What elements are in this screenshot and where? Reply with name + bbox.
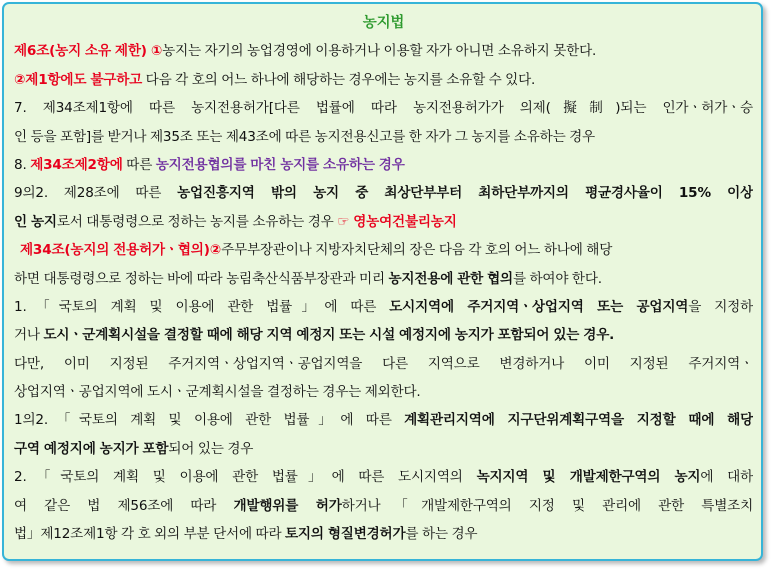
article6-para2-text: 다음 각 호의 어느 하나에 해당하는 경우에는 농지를 소유할 수 있다. <box>142 71 536 88</box>
document-title: 농지법 <box>362 15 405 31</box>
article6-heading: 제6조(농지 소유 제한) ① <box>14 43 163 60</box>
article6-para1-text: 농지는 자기의 농업경영에 이용하거나 이용할 자가 아니면 소유하지 못한다. <box>162 43 597 60</box>
item8 <box>14 151 753 179</box>
item2-line2 <box>14 492 753 520</box>
item1-line1 <box>14 293 753 321</box>
item1-pre: 1.「국토의 계획 및 이용에 관한 법률」에 따른 <box>14 298 390 315</box>
article34-text: 주무부장관이나 지방자치단체의 장은 다음 각 호의 어느 하나에 해당 <box>221 242 613 259</box>
pointing-hand-icon: ☞ <box>337 213 350 230</box>
item1-bold: 도시지역에 주거지역ㆍ상업지역 또는 공업지역 <box>389 298 689 315</box>
item7-line1 <box>14 94 753 122</box>
item1-2-post: 되어 있는 경우 <box>168 440 254 457</box>
item2-bold-2: 개발행위를 허가 <box>233 497 342 514</box>
article6-para1 <box>14 37 753 65</box>
item7-text-2: 인 등을 포함]를 받거나 제35조 또는 제43조에 따른 농지전용신고를 한 자가 그 농지를 소유하는 경우 <box>14 128 595 145</box>
item9-2-line2 <box>14 208 753 236</box>
item2-pre: 2.「국토의 계획 및 이용에 관한 법률」에 따른 도시지역의 <box>14 469 477 486</box>
item1-2-bold-2: 구역 예정지에 농지가 포함 <box>14 440 169 457</box>
item2-pre-3: 법」제12조제1항 각 호 외의 부분 단서에 따라 <box>14 526 285 543</box>
item2-post-2: 하거나「개발제한구역의 지정 및 관리에 관한 특별조치 <box>341 497 753 514</box>
item9-2-line1 <box>14 179 753 207</box>
item9-2-bold: 농업진흥지역 밖의 농지 중 최상단부부터 최하단부까지의 평균경사율이 15% 이상 <box>177 185 753 202</box>
law-excerpt-panel <box>2 2 763 561</box>
item7-text-1: 7. 제34조제1항에 따른 농지전용허가[다른 법률에 따라 농지전용허가가 의제(擬制)되는 인가ㆍ허가ㆍ승 <box>14 100 753 117</box>
item1-pre-2: 거나 <box>14 327 44 344</box>
item9-2-note: 영농여건불리농지 <box>349 213 457 230</box>
item2-pre-2: 여 같은 법 제56조에 따라 <box>14 497 234 514</box>
item1-line4 <box>14 378 753 406</box>
item8-number: 8. <box>14 156 31 173</box>
item1-post: 을 지정하 <box>688 298 753 315</box>
item2-line1 <box>14 463 753 491</box>
item8-highlight: 농지전용협의를 마친 농지를 소유하는 경우 <box>155 156 405 173</box>
item1-line3 <box>14 350 753 378</box>
item9-2-bold-2: 인 농지 <box>14 213 57 230</box>
item7-line2 <box>14 123 753 151</box>
item2-bold: 녹지지역 및 개발제한구역의 농지 <box>476 469 701 486</box>
item1-2-bold: 계획관리지역에 지구단위계획구역을 지정할 때에 해당 <box>404 412 753 429</box>
item2-post-3: 를 하는 경우 <box>405 526 478 543</box>
article34-para2 <box>14 236 753 264</box>
item8-mid: 따른 <box>122 156 156 173</box>
item1-2-line2 <box>14 435 753 463</box>
item1-text-3: 다만, 이미 지정된 주거지역ㆍ상업지역ㆍ공업지역을 다른 지역으로 변경하거나 이미 지정된 주거지역ㆍ <box>14 355 753 372</box>
item2-post: 에 대하 <box>700 469 753 486</box>
item1-bold-2: 도시ㆍ군계획시설을 결정할 때에 해당 지역 예정지 또는 시설 예정지에 농지가 포함되어 있는 경우. <box>43 327 615 344</box>
article34-heading: 제34조(농지의 전용허가ㆍ협의)② <box>20 242 222 259</box>
article34-pre: 하면 대통령령으로 정하는 바에 따라 농림축산식품부장관과 미리 <box>14 270 389 287</box>
item1-2-pre: 1의2.「국토의 계획 및 이용에 관한 법률」에 따른 <box>14 412 405 429</box>
item2-bold-3: 토지의 형질변경허가 <box>285 526 406 543</box>
article6-para2 <box>14 66 753 94</box>
article34-post: 를 하여야 한다. <box>512 270 602 287</box>
item9-2-pre: 9의2. 제28조에 따른 <box>14 185 178 202</box>
article6-para2-heading: ②제1항에도 불구하고 <box>14 71 143 88</box>
item9-2-text: 로서 대통령령으로 정하는 농지를 소유하는 경우 <box>56 213 338 230</box>
item8-article-ref: 제34조제2항에 <box>30 156 123 173</box>
item1-line2 <box>14 321 753 349</box>
item2-line3 <box>14 520 753 548</box>
item1-2-line1 <box>14 406 753 434</box>
article34-line2 <box>14 265 753 293</box>
item1-text-4: 상업지역ㆍ공업지역에 도시ㆍ군계획시설을 결정하는 경우는 제외한다. <box>14 384 421 401</box>
article34-bold: 농지전용에 관한 협의 <box>388 270 513 287</box>
